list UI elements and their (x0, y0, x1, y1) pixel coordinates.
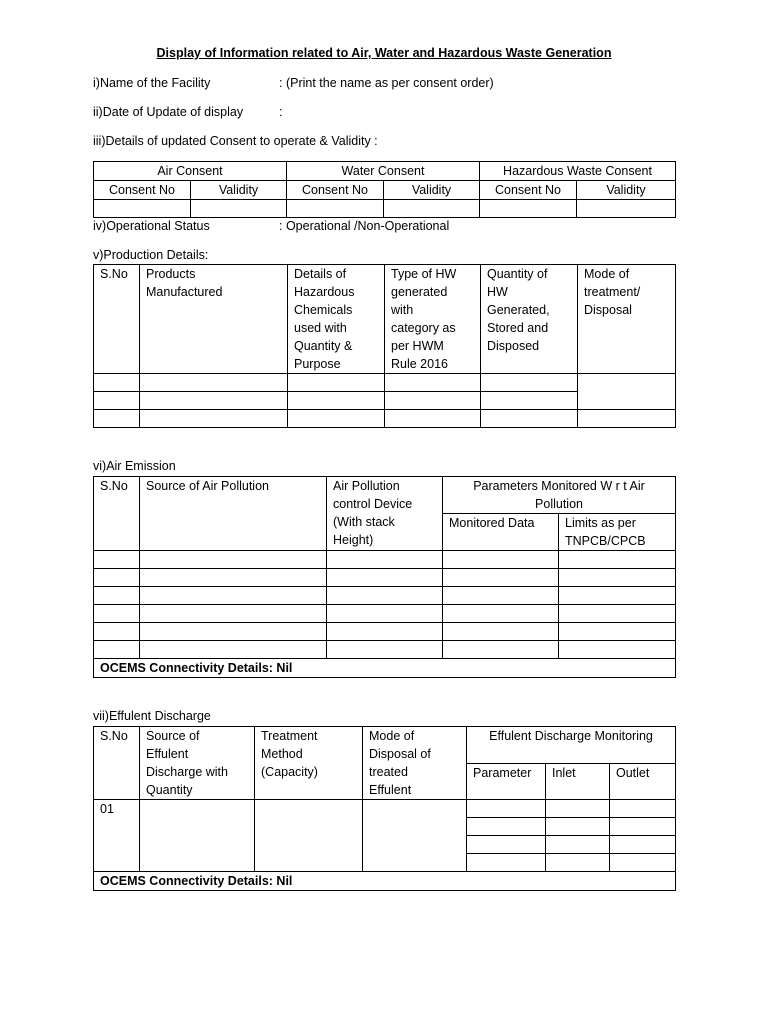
production-mode-header: Mode of treatment/ Disposal (578, 265, 676, 374)
table-cell (443, 623, 559, 641)
table-cell (559, 641, 676, 659)
production-chemicals-header: Details of Hazardous Chemicals used with Quantity & Purpose (288, 265, 385, 374)
table-cell (610, 800, 676, 818)
water-consent-header: Water Consent (287, 162, 480, 181)
effluent-disposal-header: Mode of Disposal of treated Effulent (363, 727, 467, 800)
hw-validity-header: Validity (577, 181, 676, 200)
table-cell (140, 587, 327, 605)
table-cell (191, 200, 287, 218)
production-table (93, 264, 676, 428)
air-limits-header: Limits as per TNPCB/CPCB (559, 514, 676, 551)
table-cell (94, 587, 140, 605)
air-sno-header: S.No (94, 477, 140, 551)
water-validity-header: Validity (384, 181, 480, 200)
effluent-inlet-header: Inlet (546, 763, 610, 800)
table-cell (288, 392, 385, 410)
table-cell (443, 605, 559, 623)
table-cell (94, 410, 140, 428)
table-cell (140, 374, 288, 392)
table-cell (140, 551, 327, 569)
table-cell (140, 569, 327, 587)
hw-consent-no-header: Consent No (480, 181, 577, 200)
table-cell (578, 410, 676, 428)
air-source-header: Source of Air Pollution (140, 477, 327, 551)
table-cell (559, 587, 676, 605)
table-cell (140, 800, 255, 872)
effluent-outlet-header: Outlet (610, 763, 676, 800)
table-cell (546, 800, 610, 818)
effluent-sno-header: S.No (94, 727, 140, 800)
air-consent-header: Air Consent (94, 162, 287, 181)
table-cell (559, 605, 676, 623)
table-cell (481, 392, 578, 410)
table-cell (546, 836, 610, 854)
table-cell (559, 569, 676, 587)
air-emission-table (93, 476, 676, 678)
table-cell (467, 836, 546, 854)
air-validity-header: Validity (191, 181, 287, 200)
table-cell (559, 551, 676, 569)
hw-consent-header: Hazardous Waste Consent (480, 162, 676, 181)
air-device-header: Air Pollution control Device (With stack Height) (327, 477, 443, 551)
status-value: : Operational /Non-Operational (279, 219, 450, 233)
table-cell (140, 392, 288, 410)
status-label: iv)Operational Status (93, 219, 210, 233)
production-products-header: Products Manufactured (140, 265, 288, 374)
table-cell (546, 854, 610, 872)
table-cell (327, 587, 443, 605)
table-cell (288, 410, 385, 428)
date-label: ii)Date of Update of display (93, 105, 244, 119)
effluent-ocems-details: OCEMS Connectivity Details: Nil (94, 872, 676, 891)
table-cell (140, 410, 288, 428)
table-cell (546, 818, 610, 836)
production-sno-header: S.No (94, 265, 140, 374)
table-cell (384, 200, 480, 218)
table-cell (610, 854, 676, 872)
table-cell (327, 551, 443, 569)
table-cell (481, 374, 578, 392)
consent-label: iii)Details of updated Consent to operate & Validity : (93, 134, 378, 148)
table-cell (140, 641, 327, 659)
production-hw-quantity-header: Quantity of HW Generated, Stored and Disposed (481, 265, 578, 374)
table-cell (481, 410, 578, 428)
air-params-header: Parameters Monitored W r t Air Pollution (443, 477, 676, 514)
table-cell (94, 569, 140, 587)
table-cell (140, 623, 327, 641)
table-cell (327, 569, 443, 587)
consent-table (93, 161, 676, 218)
air-emission-heading: vi)Air Emission (93, 459, 176, 473)
facility-label: i)Name of the Facility (93, 76, 211, 90)
table-cell (363, 800, 467, 872)
facility-value: : (Print the name as per consent order) (279, 76, 494, 90)
production-hw-type-header: Type of HW generated with category as per HWM Rule 2016 (385, 265, 481, 374)
table-cell (287, 200, 384, 218)
air-monitored-header: Monitored Data (443, 514, 559, 551)
table-cell (467, 800, 546, 818)
table-cell (443, 569, 559, 587)
table-cell (94, 641, 140, 659)
water-consent-no-header: Consent No (287, 181, 384, 200)
table-cell (140, 605, 327, 623)
effluent-source-header: Source of Effulent Discharge with Quantity (140, 727, 255, 800)
table-cell (385, 410, 481, 428)
table-cell (467, 818, 546, 836)
table-cell (94, 623, 140, 641)
table-cell (94, 200, 191, 218)
table-cell (94, 605, 140, 623)
table-cell (443, 641, 559, 659)
effluent-treatment-header: Treatment Method (Capacity) (255, 727, 363, 800)
table-cell (467, 854, 546, 872)
table-cell (327, 641, 443, 659)
table-cell (94, 551, 140, 569)
page-title: Display of Information related to Air, Water and Hazardous Waste Generation (156, 46, 612, 60)
table-cell (94, 392, 140, 410)
table-cell (443, 551, 559, 569)
table-cell (385, 374, 481, 392)
table-cell (559, 623, 676, 641)
table-cell (385, 392, 481, 410)
table-cell (443, 587, 559, 605)
table-cell (255, 800, 363, 872)
table-cell (288, 374, 385, 392)
table-cell (610, 818, 676, 836)
effluent-row-number: 01 (94, 800, 140, 872)
table-cell (327, 605, 443, 623)
table-cell (480, 200, 577, 218)
table-cell (94, 374, 140, 392)
effluent-parameter-header: Parameter (467, 763, 546, 800)
effluent-heading: vii)Effulent Discharge (93, 709, 211, 723)
date-value: : (279, 105, 283, 119)
effluent-table (93, 726, 676, 891)
table-cell (578, 374, 676, 410)
air-ocems-details: OCEMS Connectivity Details: Nil (94, 659, 676, 678)
table-cell (610, 836, 676, 854)
table-cell (577, 200, 676, 218)
effluent-monitoring-header: Effulent Discharge Monitoring (467, 727, 676, 764)
production-heading: v)Production Details: (93, 248, 209, 262)
air-consent-no-header: Consent No (94, 181, 191, 200)
table-cell (327, 623, 443, 641)
